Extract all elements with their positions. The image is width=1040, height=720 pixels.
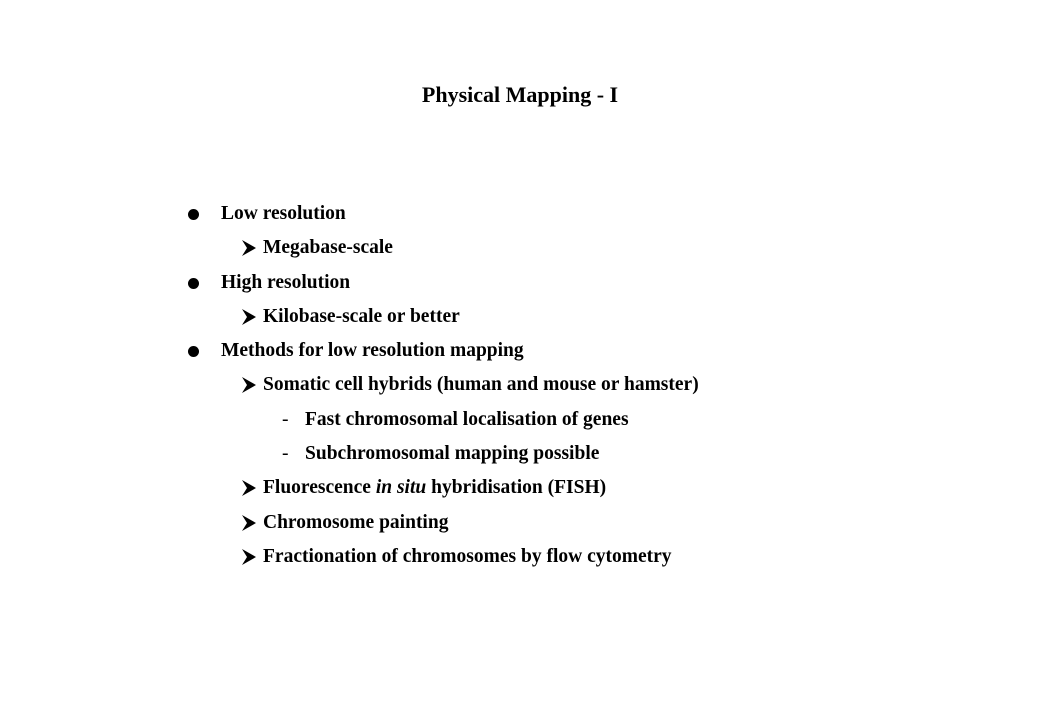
arrowhead-bullet-icon [242,240,256,256]
arrowhead-bullet-icon [242,515,256,531]
list-item-text: High resolution [221,271,351,293]
slide-title: Physical Mapping - I [421,82,619,107]
arrowhead-bullet-icon [242,377,256,393]
list-item [0,369,1040,403]
list-item-text-before: Fluorescence [263,477,376,499]
dash-bullet: - [282,443,289,465]
list-item [0,198,1040,232]
list-item-text: Fractionation of chromosomes by flow cytometry [263,545,672,567]
list-item [0,438,1040,472]
list-item [0,472,1040,506]
list-item-text: Methods for low resolution mapping [221,340,524,362]
list-item-text: Megabase-scale [263,237,393,259]
list-item [0,232,1040,266]
list-item [0,507,1040,541]
list-item-text [263,472,606,504]
arrowhead-bullet-icon [242,309,256,325]
list-item-text: Low resolution [221,203,346,224]
filled-circle-bullet-icon [188,346,199,357]
list-item-text: Somatic cell hybrids (human and mouse or hamster) [263,374,699,396]
filled-circle-bullet-icon [188,278,199,289]
list-item [0,404,1040,438]
list-item-text: Fast chromosomal localisation of genes [305,408,629,430]
list-item-text-italic: in situ [375,477,427,499]
list-item-text: Chromosome painting [263,511,449,533]
list-item [0,541,1040,575]
list-item [0,267,1040,301]
list-item [0,335,1040,369]
list-item-text: Kilobase-scale or better [263,305,460,327]
arrowhead-bullet-icon [242,549,256,565]
filled-circle-bullet-icon [188,209,199,220]
arrowhead-bullet-icon [242,480,256,496]
list-item-text-after: hybridisation (FISH) [426,477,607,499]
dash-bullet: - [282,408,289,430]
list-item [0,301,1040,335]
list-item-text: Subchromosomal mapping possible [305,443,600,465]
bullet-list [0,198,1040,575]
